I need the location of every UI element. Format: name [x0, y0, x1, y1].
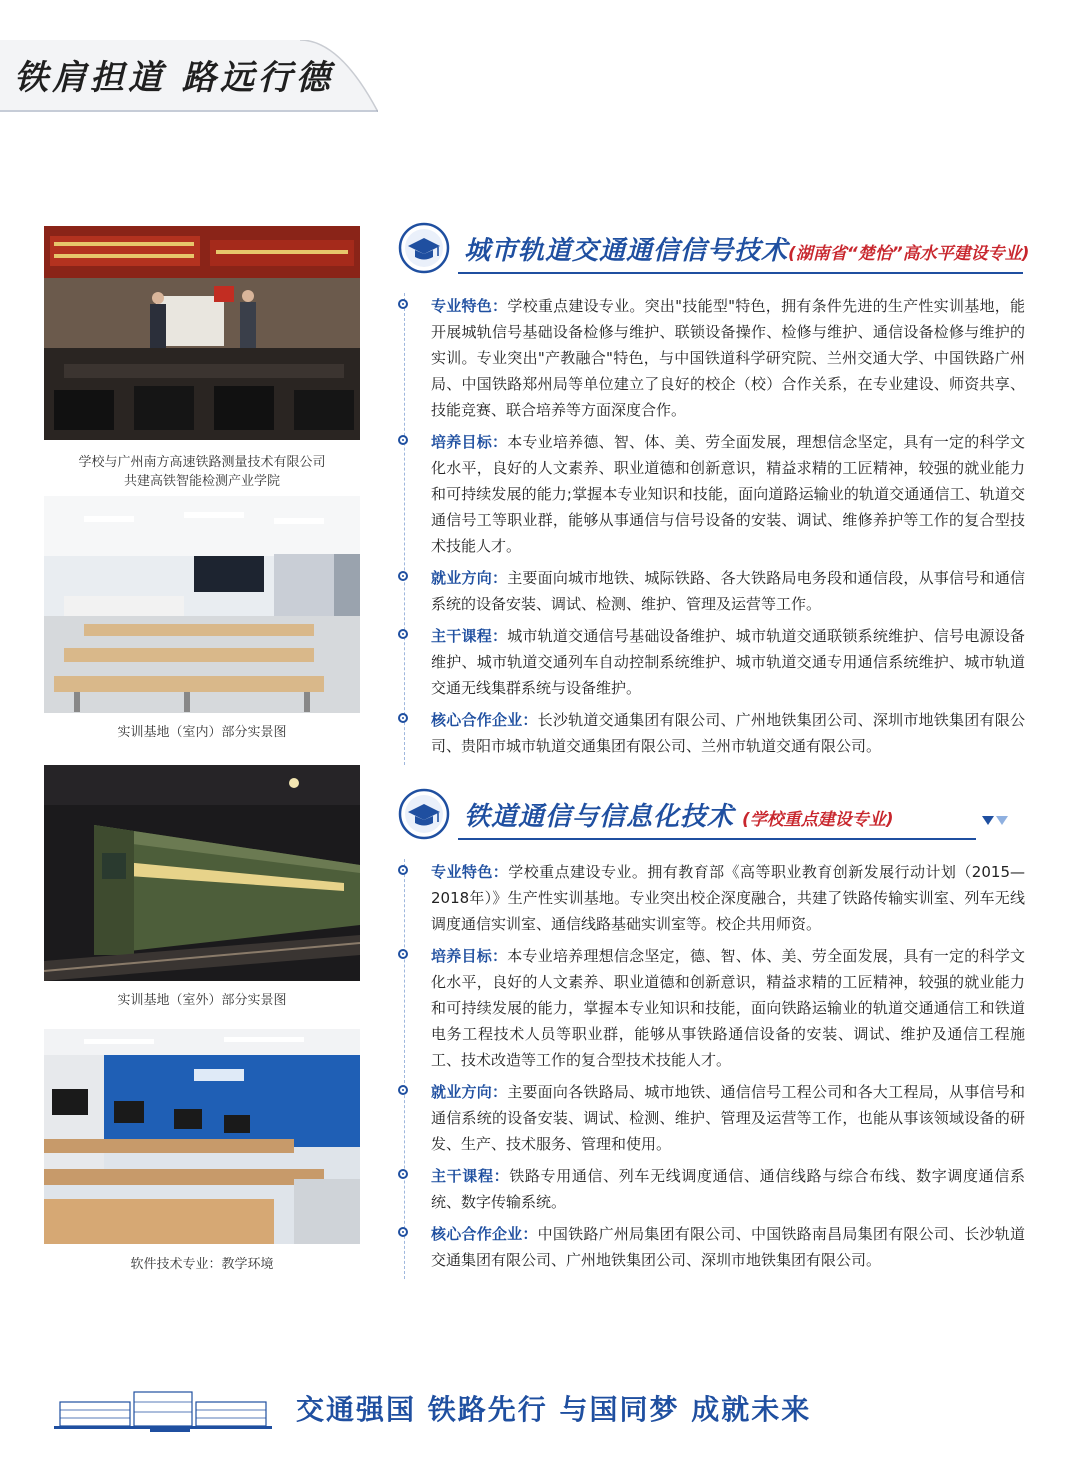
- section-2-title-text: 铁道通信与信息化技术: [464, 802, 735, 832]
- target-bullet-icon: [398, 629, 408, 639]
- photo-indoor-lab: [44, 496, 360, 713]
- caption-line: 实训基地（室内）部分实景图: [117, 725, 287, 740]
- target-bullet-icon: [398, 865, 408, 875]
- item-text: 城市轨道交通信号基础设备维护、城市轨道交通联锁系统维护、信号电源设备维护、城市轨道交通列车自动控制系统维护、城市轨道交通专用通信系统维护、城市轨道交通无线集群系统与设备维护。: [431, 627, 1025, 697]
- photo-outdoor-train-caption: [44, 991, 360, 1010]
- photo-software-classroom-caption: [44, 1255, 360, 1274]
- triangle-icon: [982, 816, 994, 825]
- section-2-item: [405, 943, 1025, 1073]
- item-text: 本专业培养理想信念坚定，德、智、体、美、劳全面发展，具有一定的科学文化水平，良好的人文素养、职业道德和创新意识，精益求精的工匠精神，较强的就业能力和可持续发展的能力，掌握本专业知识和技能，面向铁路运输业的轨道交通通信工和铁道电务工程技术人员等职业群，能够从事铁路通信设备的安装、调试、维护及通信工程施工、技术改造等工作的复合型技术技能人才。: [431, 947, 1025, 1069]
- header-motto: 铁肩担道 路远行德: [14, 58, 334, 98]
- photo-software-classroom: [44, 1029, 360, 1244]
- item-label: 专业特色：: [431, 863, 509, 881]
- section-1-item: [405, 565, 1025, 617]
- caption-line: 共建高铁智能检测产业学院: [123, 474, 280, 489]
- section-1-underline: [458, 272, 1023, 274]
- section-1-item: [405, 293, 1025, 423]
- item-label: 培养目标：: [431, 433, 508, 451]
- item-label: 培养目标：: [431, 947, 508, 965]
- section-1-body: [404, 293, 1025, 765]
- photo-outdoor-train: [44, 765, 360, 981]
- triangle-icon: [996, 816, 1008, 825]
- item-text: 中国铁路广州局集团有限公司、中国铁路南昌局集团有限公司、长沙轨道交通集团有限公司、广州地铁集团公司、深圳市地铁集团有限公司。: [431, 1225, 1025, 1269]
- section-2-underline: [458, 838, 976, 840]
- photo-indoor-lab-caption: [44, 723, 360, 742]
- item-text: 铁路专用通信、列车无线调度通信、通信线路与综合布线、数字调度通信系统、数字传输系统。: [431, 1167, 1025, 1211]
- item-label: 主干课程：: [431, 627, 508, 645]
- section-2-item: [405, 1163, 1025, 1215]
- item-text: 长沙轨道交通集团有限公司、广州地铁集团公司、深圳市地铁集团有限公司、贵阳市城市轨道交通集团有限公司、兰州市轨道交通有限公司。: [431, 711, 1025, 755]
- item-label: 主干课程：: [431, 1167, 510, 1185]
- section-1-item: [405, 429, 1025, 559]
- section-2-body: [404, 859, 1025, 1279]
- target-bullet-icon: [398, 571, 408, 581]
- section-2-heading: [398, 788, 1023, 848]
- section-2-title: [464, 796, 894, 833]
- item-label: 就业方向：: [431, 1083, 508, 1101]
- section-1-item: [405, 623, 1025, 701]
- caption-line: 实训基地（室外）部分实景图: [117, 993, 287, 1008]
- section-1-title-text: 城市轨道交通通信信号技术: [464, 236, 789, 266]
- item-text: 主要面向各铁路局、城市地铁、通信信号工程公司和各大工程局，从事信号和通信系统的设备安装、调试、检测、维护、管理及运营等工作，也能从事该领域设备的研发、生产、技术服务、管理和使用。: [431, 1083, 1025, 1153]
- target-bullet-icon: [398, 713, 408, 723]
- target-bullet-icon: [398, 949, 408, 959]
- item-text: 本专业培养德、智、体、美、劳全面发展，理想信念坚定，具有一定的科学文化水平，良好的人文素养、职业道德和创新意识，精益求精的工匠精神，较强的就业能力和可持续发展的能力;掌握本专业知识和技能，面向道路运输业的轨道交通通信工、轨道交通信号工等职业群，能够从事通信与信号设备的安装、调试、维修养护等工作的复合型技术技能人才。: [431, 433, 1025, 555]
- target-bullet-icon: [398, 435, 408, 445]
- section-2-subtitle: (学校重点建设专业): [742, 810, 894, 830]
- school-building-icon: [54, 1388, 272, 1432]
- item-label: 核心合作企业：: [431, 1225, 538, 1243]
- section-2-item: [405, 859, 1025, 937]
- item-text: 主要面向城市地铁、城际铁路、各大铁路局电务段和通信段，从事信号和通信系统的设备安装、调试、检测、维护、管理及运营等工作。: [431, 569, 1025, 613]
- graduation-cap-icon: [398, 788, 450, 840]
- graduation-cap-icon: [398, 222, 450, 274]
- item-label: 就业方向：: [431, 569, 508, 587]
- target-bullet-icon: [398, 1169, 408, 1179]
- photo-ceremony: [44, 226, 360, 440]
- item-text: 学校重点建设专业。突出"技能型"特色，拥有条件先进的生产性实训基地，能开展城轨信号基础设备检修与维护、联锁设备操作、检修与维护、通信设备检修与维护的实训。专业突出"产教融合"特色，与中国铁道科学研究院、兰州交通大学、中国铁路广州局、中国铁路郑州局等单位建立了良好的校企（校）合作关系，在专业建设、师资共享、技能竞赛、联合培养等方面深度合作。: [431, 297, 1025, 419]
- caption-line: 软件技术专业：教学环境: [130, 1257, 274, 1272]
- section-2-item: [405, 1221, 1025, 1273]
- section-1-heading: [398, 222, 1030, 282]
- photo-ceremony-caption: [44, 453, 360, 491]
- item-label: 专业特色：: [431, 297, 508, 315]
- target-bullet-icon: [398, 1227, 408, 1237]
- section-1-subtitle: (湖南省“楚怡”高水平建设专业): [788, 244, 1030, 264]
- item-label: 核心合作企业：: [431, 711, 538, 729]
- section-1-item: [405, 707, 1025, 759]
- target-bullet-icon: [398, 1085, 408, 1095]
- target-bullet-icon: [398, 299, 408, 309]
- item-text: 学校重点建设专业。拥有教育部《高等职业教育创新发展行动计划（2015—2018年）》生产性实训基地。专业突出校企深度融合，共建了铁路传输实训室、列车无线调度通信实训室、通信线路基础实训室等。校企共用师资。: [431, 863, 1025, 933]
- section-2-item: [405, 1079, 1025, 1157]
- footer-slogan: 交通强国 铁路先行 与国同梦 成就未来: [296, 1393, 812, 1426]
- section-1-title: [464, 230, 1029, 267]
- caption-line: 学校与广州南方高速铁路测量技术有限公司: [78, 455, 326, 470]
